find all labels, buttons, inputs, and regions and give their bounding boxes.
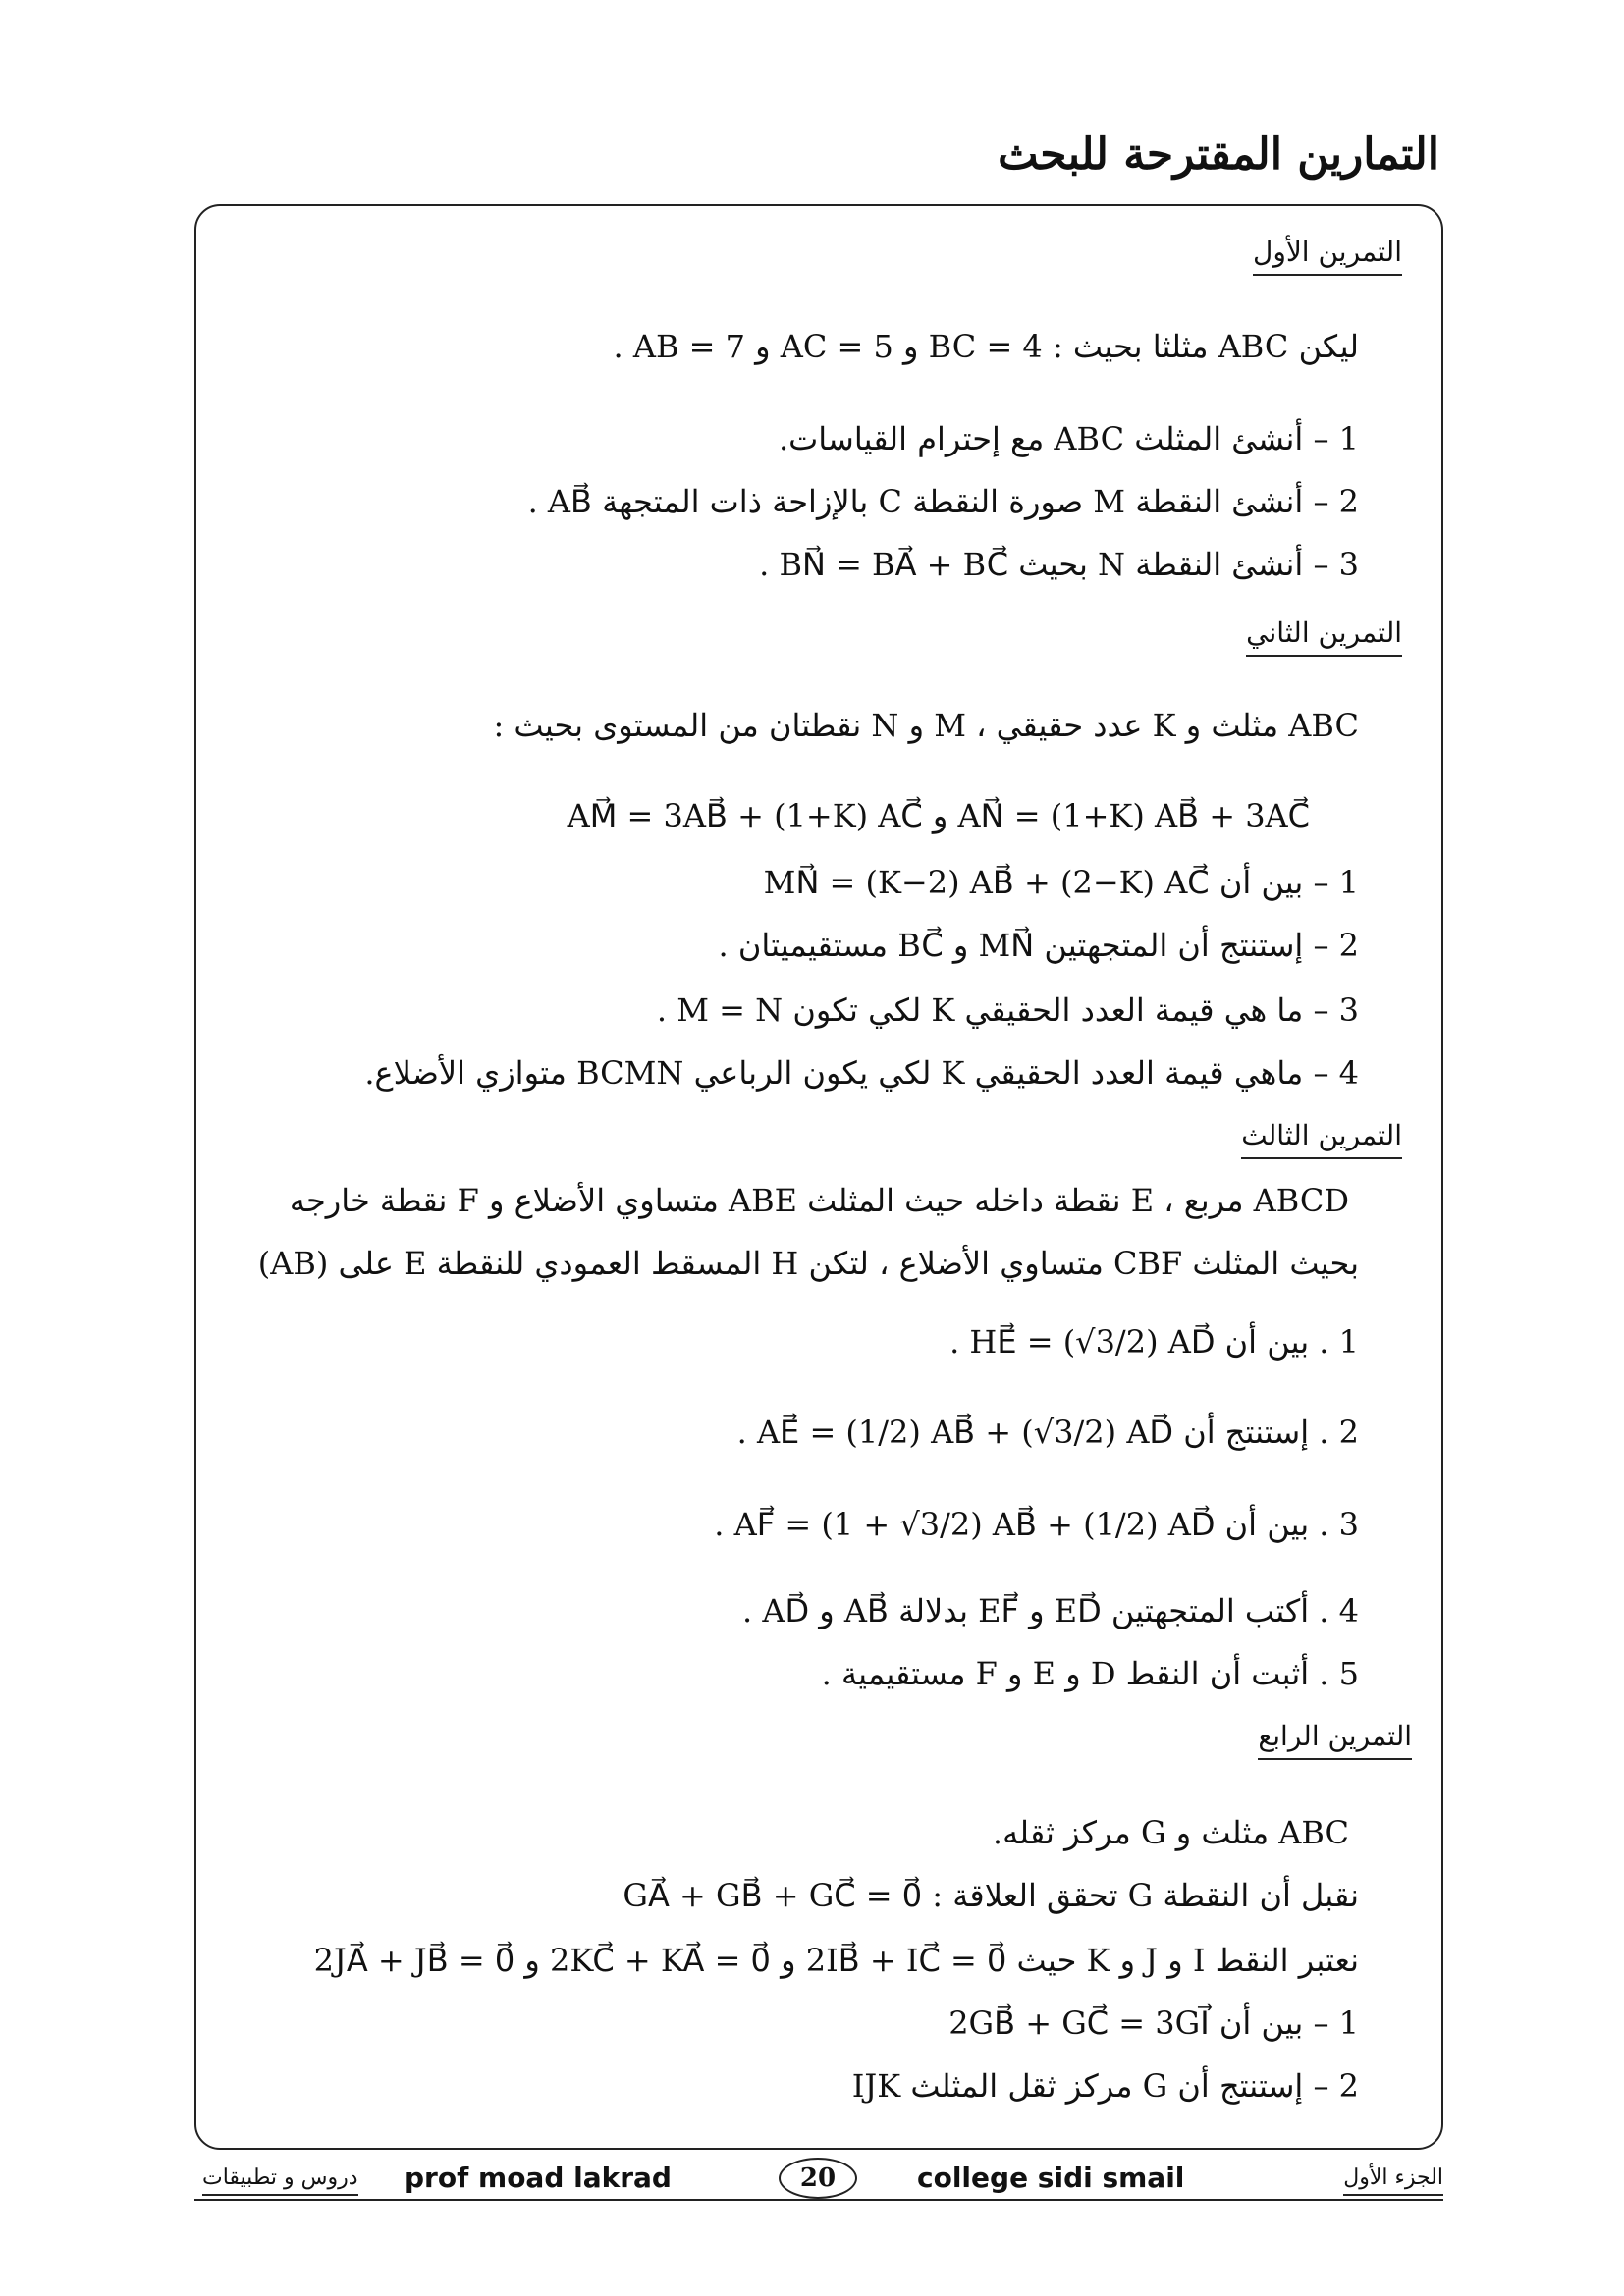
page-number: 20 xyxy=(779,2158,857,2199)
footer-author: prof moad lakrad xyxy=(405,2162,672,2194)
exercise-4-line-3: نعتبر النقط I و J و K حيث 2IB⃗ + IC⃗ = 0⃗ و 2KC⃗ + KA⃗ = 0⃗ و 2JA⃗ + JB⃗ = 0⃗ xyxy=(313,1942,1359,1979)
exercise-4-line-2: نقبل أن النقطة G تحقق العلاقة : GA⃗ + GB⃗ + GC⃗ = 0⃗ xyxy=(623,1877,1359,1914)
exercise-2-title: التمرين الثاني xyxy=(1246,616,1402,657)
exercise-2-line-3: 1 – بين أن MN⃗ = (K−2) AB⃗ + (2−K) AC⃗ xyxy=(763,864,1359,901)
exercise-3-line-4: 2 . إستنتج أن AE⃗ = (1/2) AB⃗ + (√3/2) AD⃗ . xyxy=(736,1414,1359,1451)
exercise-4-line-1: ABC مثلث و G مركز ثقله. xyxy=(992,1814,1349,1851)
exercise-4-line-5: 2 – إستنتج أن G مركز ثقل المثلث IJK xyxy=(851,2067,1359,2105)
exercise-2-line-2: AN⃗ = (1+K) AB⃗ + 3AC⃗ و AM⃗ = 3AB⃗ + (1+K) AC⃗ xyxy=(567,797,1310,834)
exercise-1-line-4: 3 – أنشئ النقطة N بحيث BN⃗ = BA⃗ + BC⃗ . xyxy=(759,546,1359,583)
exercise-3-line-1: ABCD مربع ، E نقطة داخله حيث المثلث ABE متساوي الأضلاع و F نقطة خارجه xyxy=(289,1182,1349,1219)
exercise-2-line-6: 4 – ماهي قيمة العدد الحقيقي K لكي يكون الرباعي BCMN متوازي الأضلاع. xyxy=(364,1054,1359,1092)
exercise-3-line-5: 3 . بين أن AF⃗ = (1 + √3/2) AB⃗ + (1/2) AD⃗ . xyxy=(714,1506,1359,1543)
footer-left-label: دروس و تطبيقات xyxy=(202,2165,358,2196)
footer-right-label: الجزء الأول xyxy=(1343,2165,1443,2196)
exercise-4-line-4: 1 – بين أن 2GB⃗ + GC⃗ = 3GI⃗ xyxy=(948,2004,1359,2042)
exercise-2-line-5: 3 – ما هي قيمة العدد الحقيقي K لكي تكون M = N . xyxy=(656,991,1359,1029)
exercise-3-line-2: بحيث المثلث CBF متساوي الأضلاع ، لتكن H المسقط العمودي للنقطة E على (AB) xyxy=(257,1245,1359,1282)
footer-rule xyxy=(194,2199,1443,2201)
exercise-2-line-4: 2 – إستنتج أن المتجهتين MN⃗ و BC⃗ مستقيميتان . xyxy=(718,927,1359,964)
exercise-2-line-1: ABC مثلث و K عدد حقيقي ، M و N نقطتان من المستوى بحيث : xyxy=(493,707,1359,744)
exercise-4-title: التمرين الرابع xyxy=(1258,1720,1412,1760)
exercise-3-title: التمرين الثالث xyxy=(1241,1119,1402,1159)
exercise-3-line-6: 4 . أكتب المتجهتين ED⃗ و EF⃗ بدلالة AB⃗ و AD⃗ . xyxy=(741,1592,1359,1629)
exercise-1-title: التمرين الأول xyxy=(1253,236,1402,276)
page-title: التمارين المقترحة للبحث xyxy=(998,130,1439,180)
exercise-3-line-7: 5 . أثبت أن النقط D و E و F مستقيمية . xyxy=(821,1655,1359,1692)
footer-school: college sidi smail xyxy=(917,2162,1185,2194)
exercise-1-line-1: ليكن ABC مثلثا بحيث : BC = 4 و AC = 5 و AB = 7 . xyxy=(613,328,1359,365)
exercise-1-line-2: 1 – أنشئ المثلث ABC مع إحترام القياسات. xyxy=(778,420,1359,457)
exercise-3-line-3: 1 . بين أن HE⃗ = (√3/2) AD⃗ . xyxy=(949,1323,1359,1361)
exercise-1-line-3: 2 – أنشئ النقطة M صورة النقطة C بالإزاحة ذات المتجهة AB⃗ . xyxy=(527,483,1359,520)
